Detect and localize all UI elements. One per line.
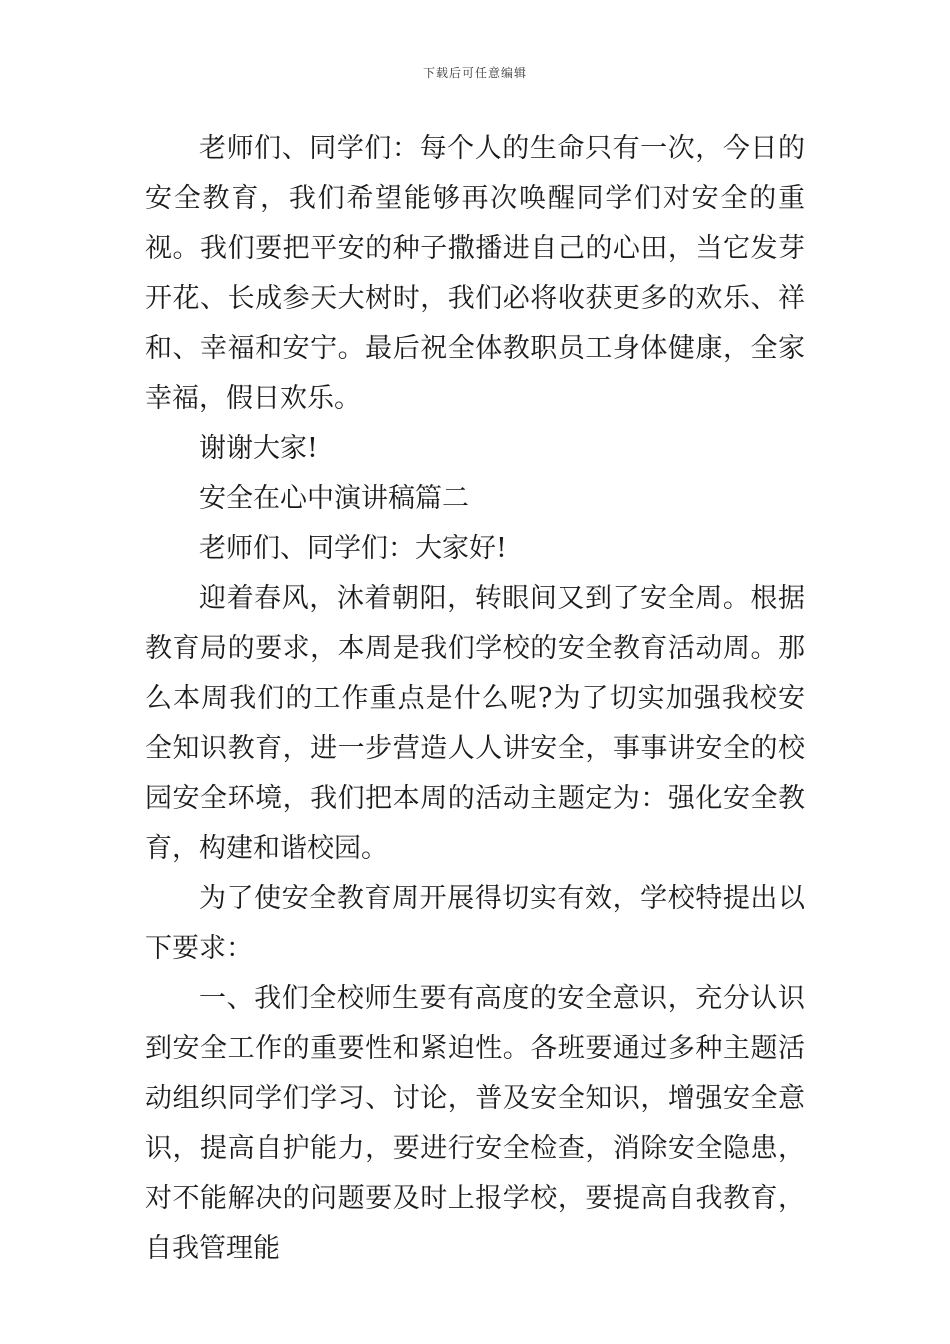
paragraph-closing-remarks: 老师们、同学们：每个人的生命只有一次，今日的安全教育，我们希望能够再次唤醒同学们对安全的重视。我们要把平安的种子撒播进自己的心田，当它发芽开花、长成参天大树时，我们必将收获更多的欢乐、祥和、幸福和安宁。最后祝全体教职员工身体健康，全家幸福，假日欢乐。 — [145, 133, 805, 414]
paragraph-thanks: 谢谢大家! — [199, 433, 318, 464]
section-title: 安全在心中演讲稿篇二 — [199, 483, 469, 514]
page-header: 下载后可任意编辑 — [422, 66, 527, 80]
paragraph-greeting: 老师们、同学们：大家好! — [199, 533, 507, 564]
paragraph-intro: 迎着春风，沐着朝阳，转眼间又到了安全周。根据教育局的要求，本周是我们学校的安全教育活动周。那么本周我们的工作重点是什么呢?为了切实加强我校安全知识教育，进一步营造人人讲安全，事事讲安全的校园安全环境，我们把本周的活动主题定为：强化安全教育，构建和谐校园。 — [145, 583, 805, 864]
paragraph-requirement-one: 一、我们全校师生要有高度的安全意识，充分认识到安全工作的重要性和紧迫性。各班要通过多种主题活动组织同学们学习、讨论，普及安全知识，增强安全意识，提高自护能力，要进行安全检查，消除安全隐患，对不能解决的问题要及时上报学校，要提高自我教育，自我管理能 — [145, 983, 805, 1264]
document-body — [145, 124, 805, 1274]
paragraph-requirements-lead: 为了使安全教育周开展得切实有效，学校特提出以下要求： — [145, 883, 805, 964]
